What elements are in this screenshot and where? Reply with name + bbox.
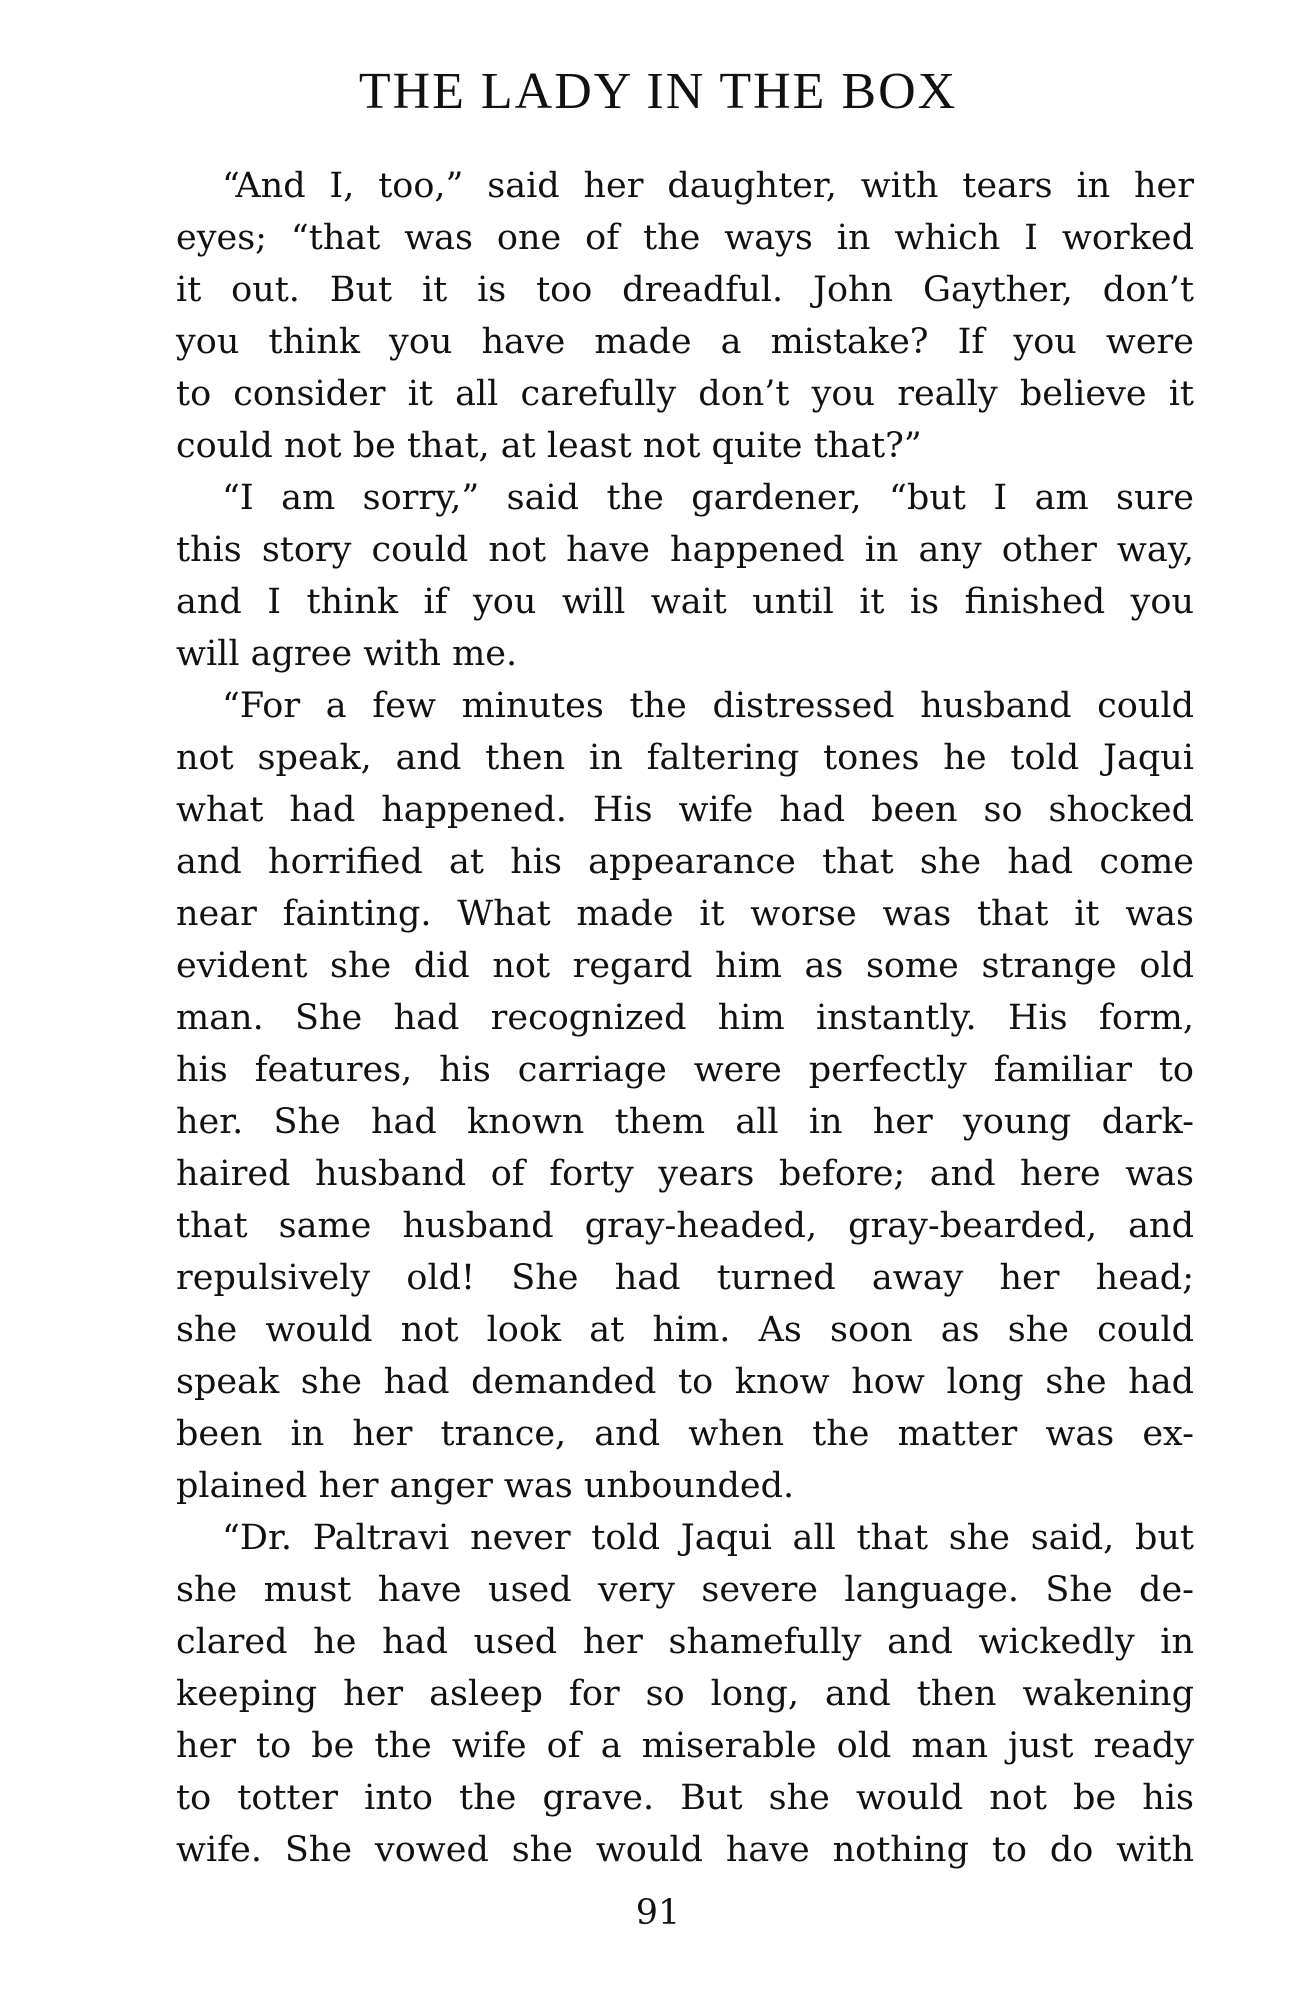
text-line: “For a few minutes the distressed husband could — [222, 686, 1194, 726]
text-line: and horrified at his appearance that she had come — [176, 842, 1194, 882]
text-line: clared he had used her shamefully and wickedly in — [176, 1622, 1194, 1662]
running-head: THE LADY IN THE BOX — [358, 63, 958, 120]
text-line: “I am sorry,” said the gardener, “but I am sure — [222, 478, 1194, 518]
text-line: she would not look at him. As soon as she could — [176, 1310, 1194, 1350]
text-line: been in her trance, and when the matter was ex- — [176, 1414, 1194, 1454]
text-line: evident she did not regard him as some strange old — [176, 946, 1194, 986]
text-line: this story could not have happened in any other way, — [176, 530, 1194, 570]
text-line: “Dr. Paltravi never told Jaqui all that she said, but — [222, 1518, 1194, 1558]
text-line: plained her anger was unbounded. — [176, 1466, 795, 1506]
text-line: to totter into the grave. But she would not be his — [176, 1778, 1194, 1818]
text-line: you think you have made a mistake? If you were — [176, 322, 1194, 362]
text-line: haired husband of forty years before; and here was — [176, 1154, 1194, 1194]
text-line: “And I, too,” said her daughter, with tears in her — [222, 166, 1194, 206]
text-line: could not be that, at least not quite that?” — [176, 426, 922, 466]
text-line: what had happened. His wife had been so shocked — [176, 790, 1194, 830]
text-line: keeping her asleep for so long, and then wakening — [176, 1674, 1194, 1714]
text-line: it out. But it is too dreadful. John Gayther, don’t — [176, 270, 1194, 310]
body-text — [176, 160, 1194, 1876]
text-line: and I think if you will wait until it is finished you — [176, 582, 1194, 622]
text-line: wife. She vowed she would have nothing to do with — [176, 1830, 1194, 1870]
text-line: to consider it all carefully don’t you really believe it — [176, 374, 1194, 414]
text-line: near fainting. What made it worse was that it was — [176, 894, 1194, 934]
text-line: his features, his carriage were perfectly familiar to — [176, 1050, 1194, 1090]
text-line: repulsively old! She had turned away her head; — [176, 1258, 1194, 1298]
text-line: that same husband gray-headed, gray-bearded, and — [176, 1206, 1194, 1246]
text-line: her. She had known them all in her young dark- — [176, 1102, 1194, 1142]
text-line: she must have used very severe language. She de- — [176, 1570, 1194, 1610]
text-line: not speak, and then in faltering tones he told Jaqui — [176, 738, 1194, 778]
page-number: 91 — [635, 1893, 681, 1933]
text-line: speak she had demanded to know how long she had — [176, 1362, 1194, 1402]
text-line: eyes; “that was one of the ways in which I worked — [176, 218, 1194, 258]
text-line: will agree with me. — [176, 634, 518, 674]
text-line: man. She had recognized him instantly. His form, — [176, 998, 1194, 1038]
text-line: her to be the wife of a miserable old man just ready — [176, 1726, 1194, 1766]
